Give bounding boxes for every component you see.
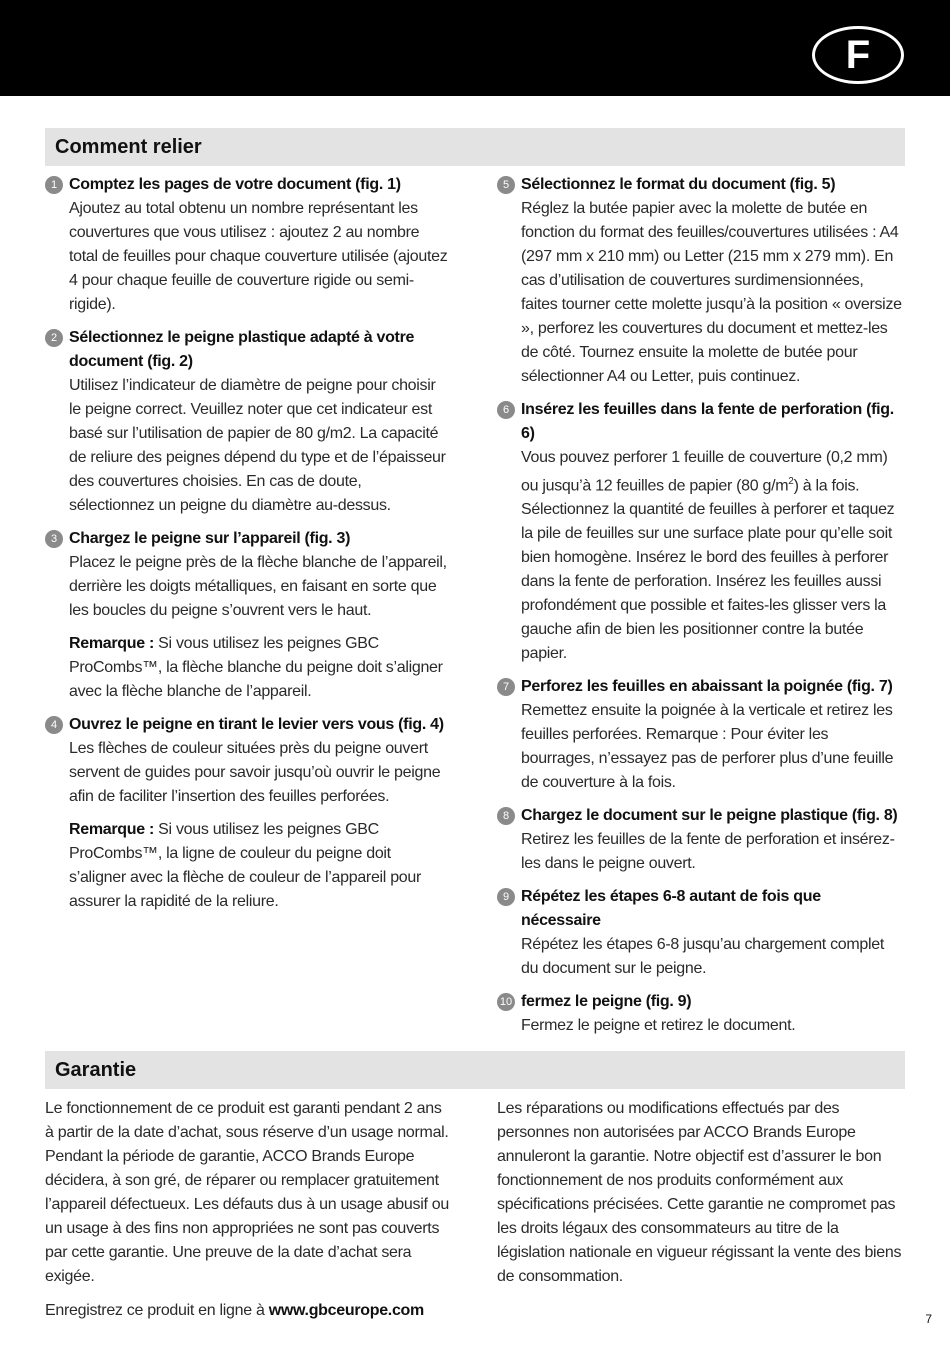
step-body: Retirez les feuilles de la fente de perforation et insérez-les dans le peigne ouvert. bbox=[521, 831, 895, 873]
step-body bbox=[521, 446, 902, 666]
binding-right-column bbox=[497, 173, 902, 1047]
step-9 bbox=[497, 885, 902, 981]
step-3-note bbox=[45, 632, 450, 704]
step-4 bbox=[45, 713, 450, 809]
superscript: 2 bbox=[788, 476, 794, 487]
step-10 bbox=[497, 990, 902, 1038]
step-title: Répétez les étapes 6-8 autant de fois que nécessaire bbox=[521, 888, 821, 930]
page-number: 7 bbox=[925, 1312, 932, 1326]
step-body: Placez le peigne près de la flèche blanche de l’appareil, derrière les doigts métalliques, en faisant en sorte que les boucles du peigne s’ouvrent vers le haut. bbox=[69, 554, 447, 619]
warranty-left-column bbox=[45, 1097, 450, 1333]
step-body-part: Vous pouvez perforer 1 feuille de couverture (0,2 mm) ou jusqu’à 12 feuilles de papier (80 g/m bbox=[521, 449, 888, 495]
step-title: fermez le peigne (fig. 9) bbox=[521, 993, 692, 1011]
section-heading-warranty: Garantie bbox=[45, 1051, 905, 1089]
step-number-badge: 9 bbox=[497, 888, 515, 906]
register-url-link[interactable]: www.gbceurope.com bbox=[268, 1302, 424, 1319]
step-6 bbox=[497, 398, 902, 666]
step-body: Fermez le peigne et retirez le document. bbox=[521, 1017, 796, 1035]
note-text: Si vous utilisez les peignes GBC ProCombs™, la ligne de couleur du peigne doit s’aligner avec la flèche de couleur de l’appareil pour assurer la rapidité de la reliure. bbox=[69, 821, 422, 910]
register-line bbox=[45, 1299, 450, 1323]
step-1 bbox=[45, 173, 450, 317]
step-title: Perforez les feuilles en abaissant la poignée (fig. 7) bbox=[521, 678, 893, 696]
warranty-paragraph: Le fonctionnement de ce produit est garanti pendant 2 ans à partir de la date d’achat, sous réserve d’un usage normal. Pendant la période de garantie, ACCO Brands Europe décidera, à son gré, de réparer ou remplacer gratuitement l’appareil défectueux. Les défauts dus à un usage abusif ou un usage à des fins non appropriées ne sont pas couverts par cette garantie. Une preuve de la date d’achat sera exigée. bbox=[45, 1100, 449, 1285]
step-body-part: ) à la fois. Sélectionnez la quantité de feuilles à perforer et taquez la pile de feuilles sur une surface plate pour qu’elle soit bien homogène. Insérez le bord des feuilles à perforer dans la fente de perforation. Insérez les feuilles aussi profondément que possible et faites-les glisser vers la gauche afin de bien les positionner contre la butée papier. bbox=[521, 477, 895, 663]
step-8 bbox=[497, 804, 902, 876]
step-4-note bbox=[45, 818, 450, 914]
step-body: Ajoutez au total obtenu un nombre représentant les couvertures que vous utilisez : ajoutez 2 au nombre total de feuilles pour chaque couverture utilisée (ajoutez 4 pour chaque feuille de couverture rigide ou semi-rigide). bbox=[69, 200, 448, 313]
top-banner bbox=[0, 0, 950, 96]
step-body: Utilisez l’indicateur de diamètre de peigne pour choisir le peigne correct. Veuillez noter que cet indicateur est basé sur l’utilisation de papier de 80 g/m2. La capacité de reliure des peignes dépend du type et de l’épaisseur des couvertures choisies. En cas de doute, sélectionnez un peigne du diamètre au-dessus. bbox=[69, 377, 446, 514]
step-title: Ouvrez le peigne en tirant le levier vers vous (fig. 4) bbox=[69, 716, 444, 733]
note-text: Si vous utilisez les peignes GBC ProCombs™, la flèche blanche du peigne doit s’aligner avec la flèche blanche de l’appareil. bbox=[69, 635, 443, 700]
step-title: Comptez les pages de votre document (fig. 1) bbox=[69, 176, 401, 193]
warranty-right-column bbox=[497, 1097, 902, 1299]
step-number-badge: 10 bbox=[497, 993, 515, 1011]
step-3 bbox=[45, 527, 450, 623]
step-body: Remettez ensuite la poignée à la verticale et retirez les feuilles perforées. Remarque : Pour éviter les bourrages, n’essayez pas de perforer plus d’une feuille de couverture à la fois. bbox=[521, 702, 894, 792]
language-badge: F bbox=[812, 26, 904, 84]
step-number-badge: 6 bbox=[497, 401, 515, 419]
step-title: Chargez le peigne sur l’appareil (fig. 3) bbox=[69, 530, 351, 547]
step-number-badge: 3 bbox=[45, 530, 63, 548]
step-number-badge: 7 bbox=[497, 678, 515, 696]
note-label: Remarque : bbox=[69, 635, 155, 652]
step-number-badge: 1 bbox=[45, 176, 63, 194]
step-title: Chargez le document sur le peigne plastique (fig. 8) bbox=[521, 807, 898, 825]
binding-left-column bbox=[45, 173, 450, 923]
step-number-badge: 8 bbox=[497, 807, 515, 825]
step-body: Les flèches de couleur situées près du peigne ouvert servent de guides pour savoir jusqu’où ouvrir le peigne afin de faciliter l’insertion des feuilles perforées. bbox=[69, 740, 441, 805]
note-label: Remarque : bbox=[69, 821, 155, 838]
step-body: Réglez la butée papier avec la molette de butée en fonction du format des feuilles/couvertures utilisées : A4 (297 mm x 210 mm) ou Letter (215 mm x 279 mm). En cas d’utilisation de couvertures surdimensionnées, faites tourner cette molette jusqu’à la position « oversize », perforez les couvertures du document et mettez-les de côté. Tournez ensuite la molette de butée pour sélectionner A4 ou Letter, puis continuez. bbox=[521, 200, 902, 385]
section-heading-binding: Comment relier bbox=[45, 128, 905, 166]
step-title: Sélectionnez le format du document (fig. 5) bbox=[521, 176, 836, 193]
step-2 bbox=[45, 326, 450, 518]
warranty-paragraph: Les réparations ou modifications effectués par des personnes non autorisées par ACCO Brands Europe annuleront la garantie. Notre objectif est d’assurer le bon fonctionnement de nos produits conformément aux spécifications précisées. Cette garantie ne compromet pas les droits légaux des consommateurs au titre de la législation nationale en vigueur régissant la vente des biens de consommation. bbox=[497, 1100, 902, 1285]
step-number-badge: 5 bbox=[497, 176, 515, 194]
step-title: Sélectionnez le peigne plastique adapté à votre document (fig. 2) bbox=[69, 329, 415, 370]
step-7 bbox=[497, 675, 902, 795]
step-number-badge: 4 bbox=[45, 716, 63, 734]
step-5 bbox=[497, 173, 902, 389]
step-title: Insérez les feuilles dans la fente de perforation (fig. 6) bbox=[521, 401, 894, 442]
step-body: Répétez les étapes 6-8 jusqu’au chargement complet du document sur le peigne. bbox=[521, 936, 885, 978]
register-text: Enregistrez ce produit en ligne à bbox=[45, 1302, 269, 1319]
step-number-badge: 2 bbox=[45, 329, 63, 347]
